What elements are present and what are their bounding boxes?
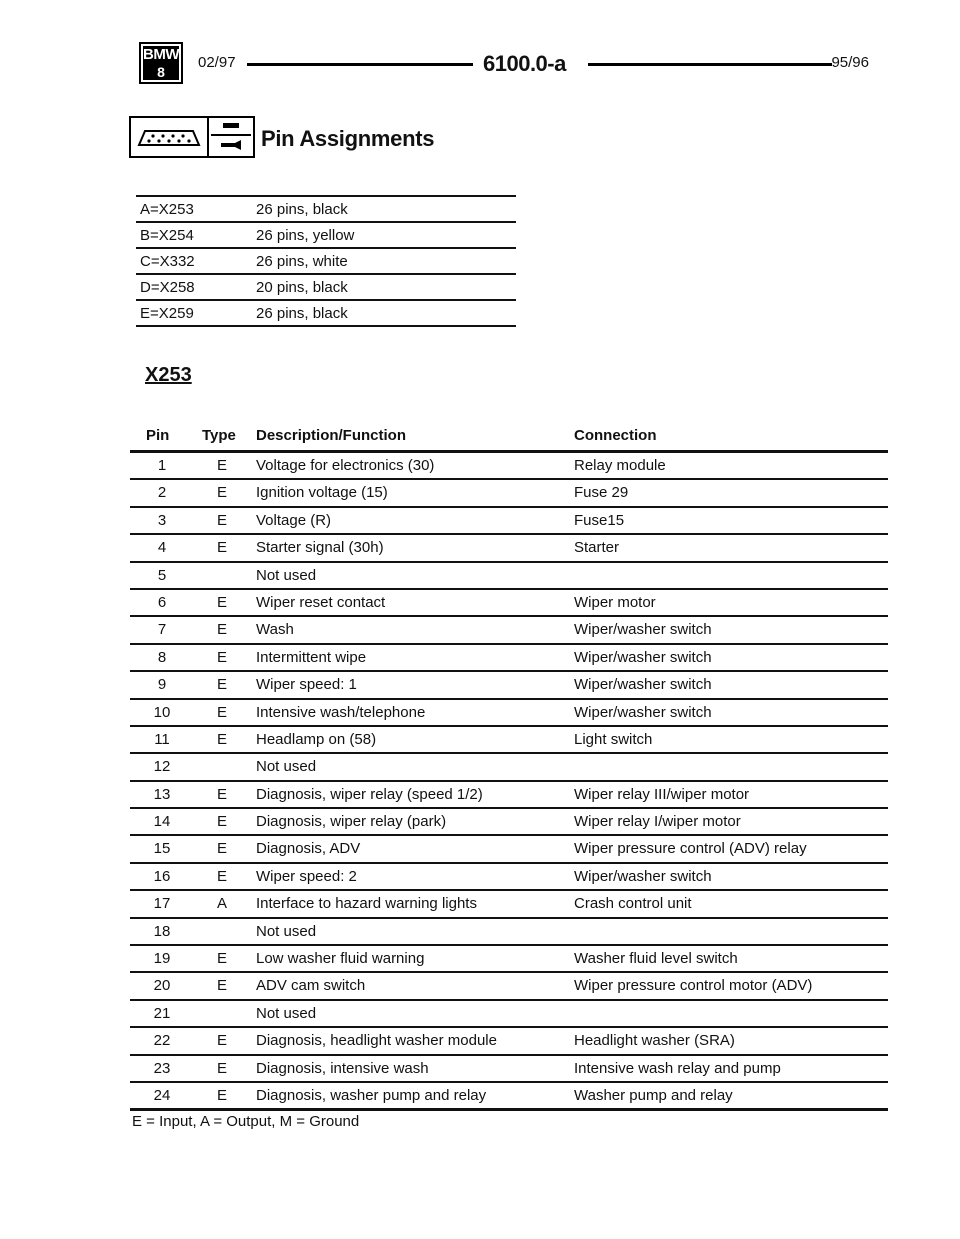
pin-connection: Intensive wash relay and pump xyxy=(574,1059,781,1077)
pin-type: E xyxy=(216,950,227,968)
pin-assignment-table xyxy=(130,420,888,1111)
pin-number: 22 xyxy=(153,1032,171,1050)
table-row xyxy=(130,727,888,754)
pin-number: 19 xyxy=(153,950,171,968)
series-number: 8 xyxy=(143,64,179,80)
table-row xyxy=(130,672,888,699)
pin-number: 21 xyxy=(153,1004,171,1022)
pin-type: E xyxy=(216,785,227,803)
table-row xyxy=(130,946,888,973)
table-row xyxy=(130,891,888,918)
table-row xyxy=(130,919,888,946)
pin-type: E xyxy=(216,977,227,995)
pin-number: 8 xyxy=(157,648,167,666)
pin-type: E xyxy=(216,484,227,502)
legend-note: E = Input, A = Output, M = Ground xyxy=(132,1113,360,1130)
pin-connection: Wiper pressure control motor (ADV) xyxy=(574,977,813,995)
pin-type: A xyxy=(216,895,227,913)
pin-type: E xyxy=(216,703,227,721)
pin-number: 7 xyxy=(157,621,167,639)
pin-connection: Wiper pressure control (ADV) relay xyxy=(574,840,807,858)
pin-connection: Fuse15 xyxy=(574,511,625,529)
pin-description: Intermittent wipe xyxy=(256,648,367,666)
connector-code: B=X254 xyxy=(140,227,194,244)
page-title: Pin Assignments xyxy=(261,126,435,151)
table-row xyxy=(130,563,888,590)
pin-type: E xyxy=(216,511,227,529)
pin-number: 6 xyxy=(157,593,167,611)
pin-connection: Wiper/washer switch xyxy=(574,703,712,721)
table-row xyxy=(130,590,888,617)
pin-connection: Wiper/washer switch xyxy=(574,867,712,885)
pin-connection: Washer pump and relay xyxy=(574,1086,733,1104)
pin-description: Not used xyxy=(256,758,317,776)
pin-description: Voltage (R) xyxy=(256,511,332,529)
pin-type: E xyxy=(216,593,227,611)
connector-code: C=X332 xyxy=(140,253,195,270)
pin-number: 2 xyxy=(157,484,167,502)
pin-type: E xyxy=(216,813,227,831)
pin-connection: Relay module xyxy=(574,457,666,474)
connector-plug-icon xyxy=(207,116,255,158)
table-row xyxy=(130,1056,888,1083)
table-row xyxy=(130,782,888,809)
pin-description: Wiper reset contact xyxy=(256,593,386,611)
summary-row xyxy=(136,249,516,275)
pin-connection: Washer fluid level switch xyxy=(574,950,738,968)
page-header xyxy=(0,0,960,90)
pin-connection: Light switch xyxy=(574,730,653,748)
connector-description: 26 pins, white xyxy=(256,253,348,270)
table-row xyxy=(130,809,888,836)
table-row xyxy=(130,645,888,672)
pin-description: Diagnosis, wiper relay (park) xyxy=(256,813,447,831)
table-row xyxy=(130,754,888,781)
column-header-connection: Connection xyxy=(574,427,657,444)
pin-type: E xyxy=(216,867,227,885)
table-row xyxy=(130,535,888,562)
pin-description: ADV cam switch xyxy=(256,977,366,995)
pin-number: 11 xyxy=(154,730,170,748)
title-icon-group xyxy=(129,116,255,158)
header-date-right: 95/96 xyxy=(831,54,869,71)
pin-type: E xyxy=(216,621,227,639)
table-body xyxy=(130,453,888,1111)
pin-connection: Wiper relay III/wiper motor xyxy=(574,785,750,803)
pin-number: 4 xyxy=(157,539,167,557)
table-row xyxy=(130,1028,888,1055)
table-row xyxy=(130,700,888,727)
pin-number: 17 xyxy=(153,895,171,913)
table-row xyxy=(130,1083,888,1111)
pin-type: E xyxy=(216,676,227,694)
pin-description: Ignition voltage (15) xyxy=(256,484,388,502)
header-rule-left xyxy=(247,63,473,66)
pin-connection: Wiper/washer switch xyxy=(574,676,712,694)
column-header-pin: Pin xyxy=(146,427,170,444)
table-row xyxy=(130,453,888,480)
pin-type: E xyxy=(216,840,227,858)
pin-type: E xyxy=(216,539,227,557)
pin-number: 5 xyxy=(157,566,167,584)
pin-type: E xyxy=(216,730,227,748)
pin-description: Interface to hazard warning lights xyxy=(256,895,477,913)
pin-number: 3 xyxy=(157,511,167,529)
table-row xyxy=(130,617,888,644)
summary-row xyxy=(136,195,516,223)
connector-description: 26 pins, black xyxy=(256,201,348,218)
pin-connection: Starter xyxy=(574,539,620,557)
table-row xyxy=(130,836,888,863)
pin-type: E xyxy=(216,457,227,474)
pin-type: E xyxy=(216,648,227,666)
pin-description: Diagnosis, wiper relay (speed 1/2) xyxy=(256,785,483,803)
table-row xyxy=(130,508,888,535)
bmw-logo-text: BMW xyxy=(143,46,179,63)
pin-number: 15 xyxy=(153,840,171,858)
pin-connection: Wiper motor xyxy=(574,593,656,611)
pin-description: Intensive wash/telephone xyxy=(256,703,426,721)
pin-number: 9 xyxy=(157,676,167,694)
pin-number: 13 xyxy=(153,785,171,803)
column-header-type: Type xyxy=(202,427,236,444)
pin-number: 1 xyxy=(157,457,167,474)
pin-number: 20 xyxy=(153,977,171,995)
pin-description: Diagnosis, intensive wash xyxy=(256,1059,429,1077)
connector-code: E=X259 xyxy=(140,305,194,322)
table-row xyxy=(130,480,888,507)
pin-connection: Crash control unit xyxy=(574,895,692,913)
table-row xyxy=(130,973,888,1000)
pin-type: E xyxy=(216,1032,227,1050)
connector-summary-table xyxy=(136,195,516,327)
header-rule-right xyxy=(588,63,832,66)
summary-row xyxy=(136,301,516,327)
connector-code: D=X258 xyxy=(140,279,195,296)
pin-number: 18 xyxy=(153,922,171,940)
connector-pins-icon xyxy=(129,116,209,158)
connector-description: 20 pins, black xyxy=(256,279,348,296)
pin-connection: Wiper/washer switch xyxy=(574,621,712,639)
section-heading: X253 xyxy=(145,364,192,386)
connector-description: 26 pins, black xyxy=(256,305,348,322)
pin-description: Diagnosis, washer pump and relay xyxy=(256,1086,487,1104)
pin-description: Not used xyxy=(256,566,317,584)
pin-description: Starter signal (30h) xyxy=(256,539,384,557)
column-header-description: Description/Function xyxy=(256,427,406,444)
pin-description: Wash xyxy=(256,621,294,639)
table-row xyxy=(130,864,888,891)
table-header xyxy=(130,420,888,453)
connector-description: 26 pins, yellow xyxy=(256,227,355,244)
pin-connection: Wiper/washer switch xyxy=(574,648,712,666)
pin-description: Voltage for electronics (30) xyxy=(256,457,435,474)
pin-connection: Fuse 29 xyxy=(574,484,629,502)
pin-type: E xyxy=(216,1059,227,1077)
table-row xyxy=(130,1001,888,1028)
pin-type: E xyxy=(216,1086,227,1104)
pin-connection: Wiper relay I/wiper motor xyxy=(574,813,741,831)
connector-code: A=X253 xyxy=(140,201,194,218)
pin-description: Low washer fluid warning xyxy=(256,950,425,968)
pin-description: Not used xyxy=(256,922,317,940)
pin-description: Diagnosis, ADV xyxy=(256,840,361,858)
pin-connection: Headlight washer (SRA) xyxy=(574,1032,735,1050)
pin-number: 12 xyxy=(153,758,171,776)
pin-number: 23 xyxy=(153,1059,171,1077)
pin-description: Wiper speed: 1 xyxy=(256,676,357,694)
pin-number: 24 xyxy=(153,1086,171,1104)
pin-description: Headlamp on (58) xyxy=(256,730,377,748)
pin-number: 10 xyxy=(153,703,171,721)
pin-number: 16 xyxy=(153,867,171,885)
summary-row xyxy=(136,275,516,301)
pin-number: 14 xyxy=(153,813,171,831)
pin-description: Diagnosis, headlight washer module xyxy=(256,1032,497,1050)
header-date-left: 02/97 xyxy=(198,54,236,71)
bmw-logo-badge xyxy=(139,42,183,84)
summary-row xyxy=(136,223,516,249)
pin-description: Not used xyxy=(256,1004,317,1022)
pin-description: Wiper speed: 2 xyxy=(256,867,357,885)
document-number: 6100.0-a xyxy=(483,51,566,76)
